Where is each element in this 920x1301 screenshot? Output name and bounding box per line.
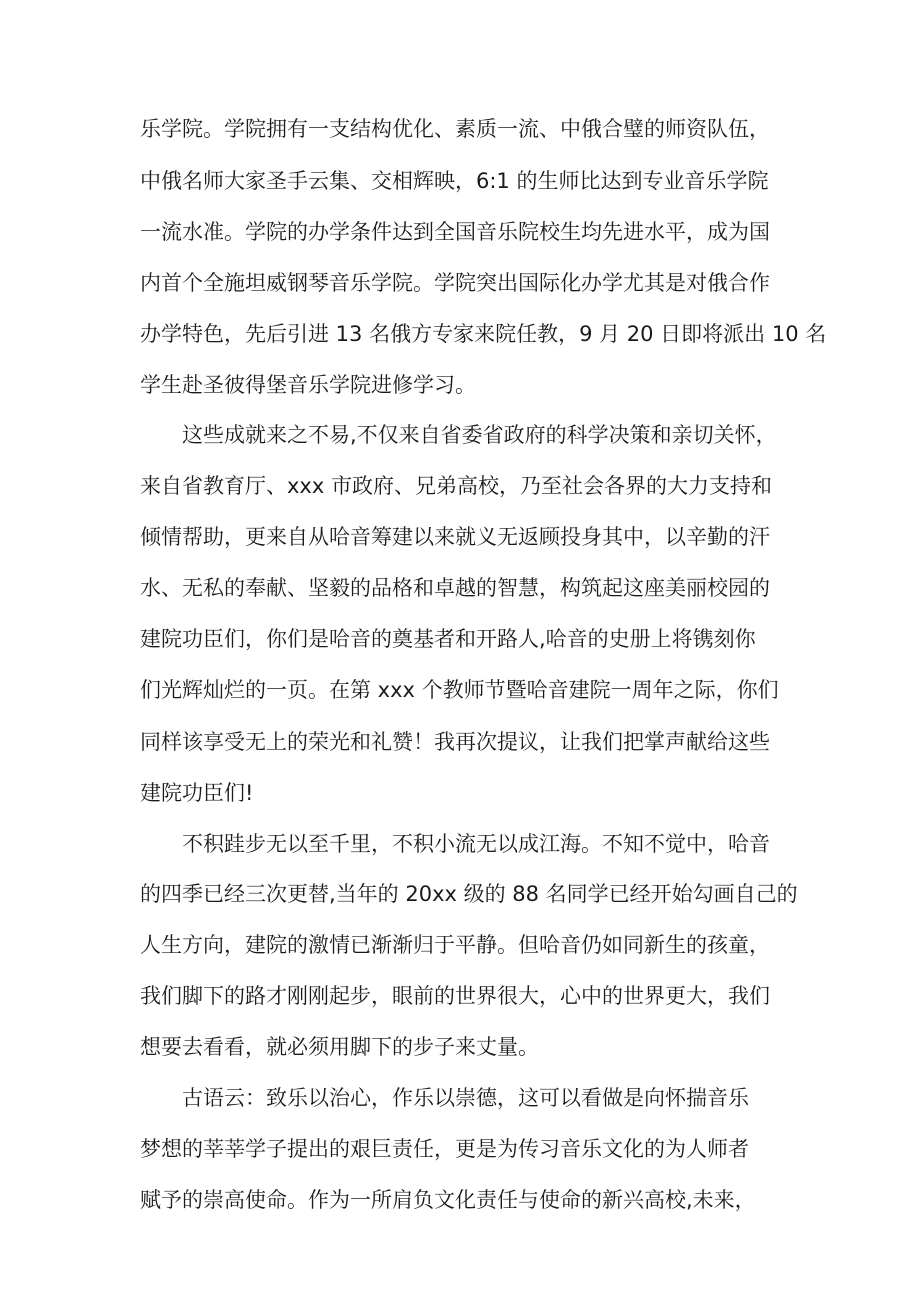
text-line: 想要去看看，就必须用脚下的步子来丈量。: [140, 1035, 539, 1059]
text-line: 我们脚下的路才刚刚起步，眼前的世界很大，心中的世界更大，我们: [140, 984, 770, 1008]
text-line: 建院功臣们!: [140, 781, 254, 805]
text-line: 同样该享受无上的荣光和礼赞！我再次提议，让我们把掌声献给这些: [140, 730, 770, 754]
text-line: 水、无私的奉献、坚毅的品格和卓越的智慧，构筑起这座美丽校园的: [140, 576, 770, 600]
text-line: 们光辉灿烂的一页。在第 xxx 个教师节暨哈音建院一周年之际，你们: [140, 678, 779, 702]
text-line: 倾情帮助，更来自从哈音筹建以来就义无返顾投身其中，以辛勤的汗: [140, 525, 770, 549]
text-line: 古语云：致乐以治心，作乐以崇德，这可以看做是向怀揣音乐: [182, 1086, 749, 1110]
text-line: 不积跬步无以至千里，不积小流无以成江海。不知不觉中，哈音: [182, 832, 770, 856]
text-line: 一流水准。学院的办学条件达到全国音乐院校生均先进水平，成为国: [140, 220, 770, 244]
text-line: 中俄名师大家圣手云集、交相辉映，6:1 的生师比达到专业音乐学院: [140, 169, 769, 193]
text-line: 内首个全施坦威钢琴音乐学院。学院突出国际化办学尤其是对俄合作: [140, 271, 770, 295]
text-line: 办学特色，先后引进 13 名俄方专家来院任教，9 月 20 日即将派出 10 名: [140, 322, 827, 346]
text-line: 这些成就来之不易,不仅来自省委省政府的科学决策和亲切关怀，: [182, 423, 777, 447]
text-line: 梦想的莘莘学子提出的艰巨责任，更是为传习音乐文化的为人师者: [140, 1137, 749, 1161]
text-line: 乐学院。学院拥有一支结构优化、素质一流、中俄合璧的师资队伍，: [140, 117, 770, 141]
text-line: 人生方向，建院的激情已渐渐归于平静。但哈音仍如同新生的孩童，: [140, 933, 770, 957]
text-line: 学生赴圣彼得堡音乐学院进修学习。: [140, 373, 476, 397]
text-line: 的四季已经三次更替,当年的 20xx 级的 88 名同学已经开始勾画自己的: [140, 882, 798, 906]
text-line: 来自省教育厅、xxx 市政府、兄弟高校，乃至社会各界的大力支持和: [140, 474, 772, 498]
text-line: 赋予的崇高使命。作为一所肩负文化责任与使命的新兴高校,未来，: [140, 1188, 756, 1212]
text-line: 建院功臣们，你们是哈音的奠基者和开路人,哈音的史册上将镌刻你: [140, 627, 756, 651]
